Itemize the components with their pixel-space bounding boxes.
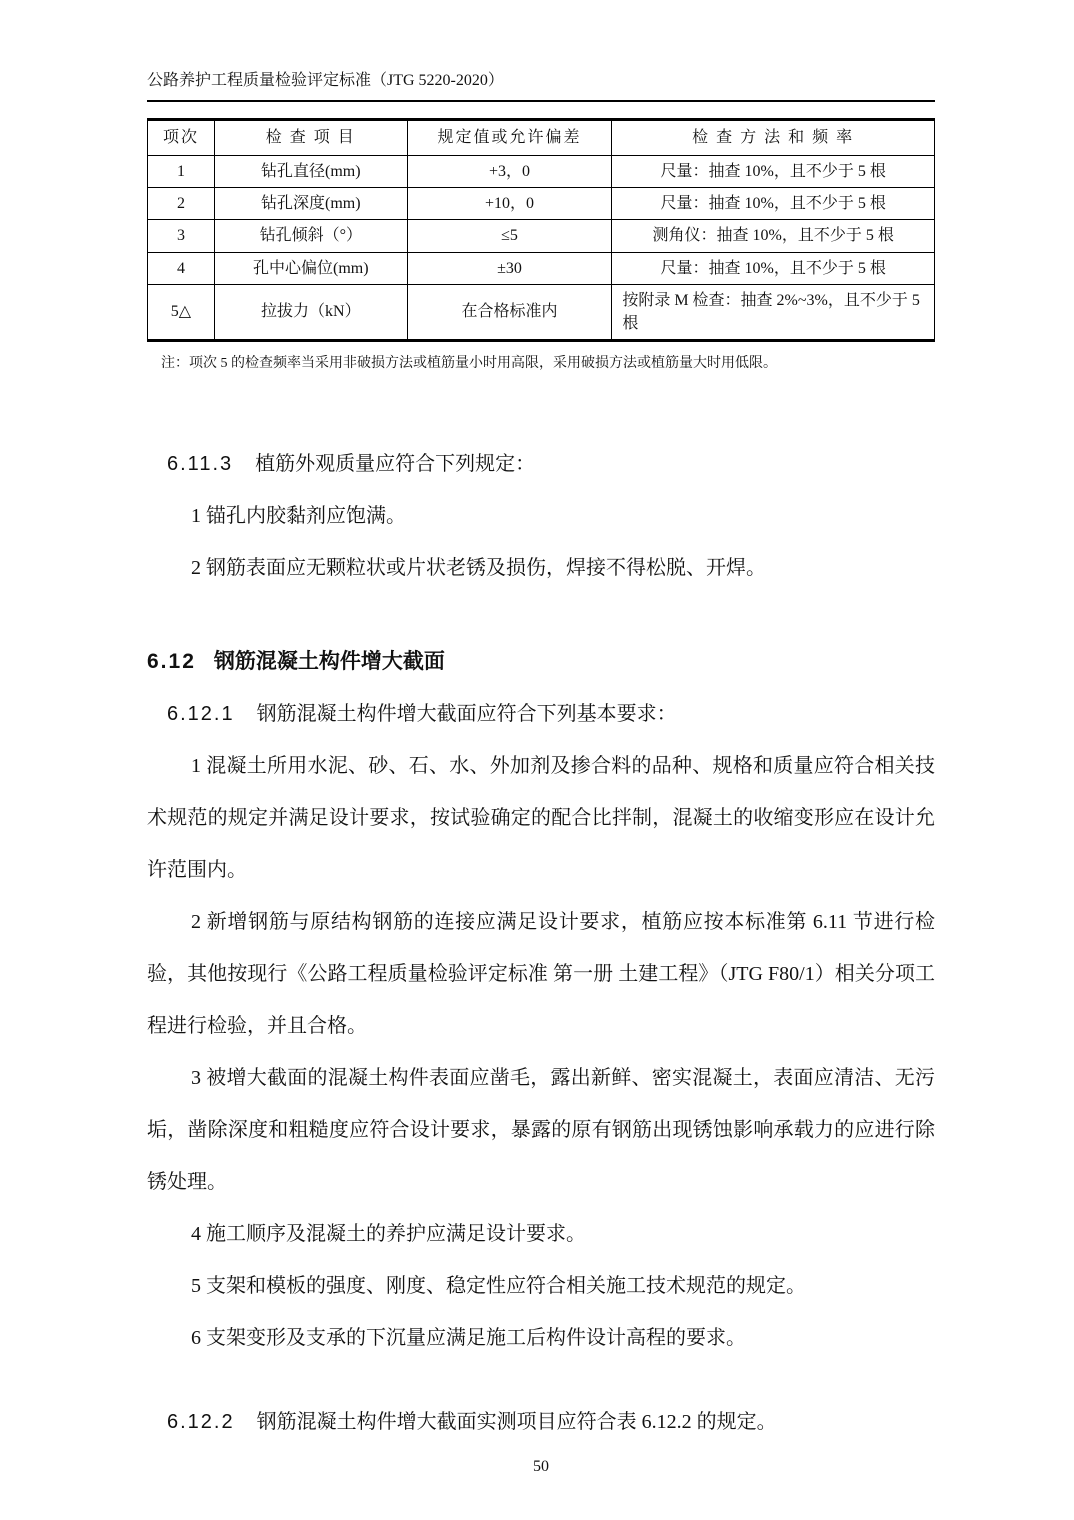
document-title: 公路养护工程质量检验评定标准（JTG 5220-2020） (147, 70, 935, 102)
cell-item-no: 5△ (148, 284, 215, 340)
list-item: 1 锚孔内胶黏剂应饱满。 (191, 505, 406, 528)
table-note: 注：项次 5 的检查频率当采用非破损方法或植筋量小时用高限，采用破损方法或植筋量大时用低限。 (161, 356, 777, 372)
table-row (148, 156, 935, 188)
clause-number: 6.11.3 (167, 453, 234, 476)
page-content (147, 0, 935, 1476)
section-heading-6-12 (147, 636, 935, 688)
header-cell-method: 检 查 方 法 和 频 率 (612, 120, 935, 156)
cell-check-item: 孔中心偏位(mm) (214, 252, 407, 284)
cell-tolerance: ±30 (407, 252, 612, 284)
paragraph: 3 被增大截面的混凝土构件表面应凿毛，露出新鲜、密实混凝土，表面应清洁、无污垢，凿除深度和粗糙度应符合设计要求，暴露的原有钢筋出现锈蚀影响承载力的应进行除锈处理。 (147, 1067, 935, 1194)
inspection-spec-table (147, 118, 935, 342)
cell-item-no: 1 (148, 156, 215, 188)
clause-6-12-2 (147, 1396, 935, 1448)
header-cell-tolerance: 规定值或允许偏差 (407, 120, 612, 156)
cell-item-no: 4 (148, 252, 215, 284)
table-row (148, 220, 935, 252)
running-header (147, 0, 935, 102)
cell-check-item: 钻孔直径(mm) (214, 156, 407, 188)
section-title: 钢筋混凝土构件增大截面 (213, 650, 445, 674)
cell-tolerance: 在合格标准内 (407, 284, 612, 340)
paragraph: 1 混凝土所用水泥、砂、石、水、外加剂及掺合料的品种、规格和质量应符合相关技术规范的规定并满足设计要求，按试验确定的配合比拌制，混凝土的收缩变形应在设计允许范围内。 (147, 755, 935, 882)
clause-number: 6.12.1 (167, 703, 235, 726)
paragraph: 6 支架变形及支承的下沉量应满足施工后构件设计高程的要求。 (191, 1327, 746, 1350)
cell-method: 尺量：抽查 10%，且不少于 5 根 (612, 252, 935, 284)
page-number: 50 (533, 1458, 549, 1476)
clause-text: 钢筋混凝土构件增大截面实测项目应符合表 6.12.2 的规定。 (256, 1411, 777, 1434)
clause-6-12-1 (147, 688, 935, 740)
cell-check-item: 钻孔深度(mm) (214, 188, 407, 220)
list-item: 2 钢筋表面应无颗粒状或片状老锈及损伤，焊接不得松脱、开焊。 (191, 557, 766, 580)
cell-method: 尺量：抽查 10%，且不少于 5 根 (612, 156, 935, 188)
table-row (148, 188, 935, 220)
header-cell-check-item: 检 查 项 目 (214, 120, 407, 156)
cell-method: 按附录 M 检查：抽查 2%~3%，且不少于 5 根 (612, 284, 935, 340)
cell-check-item: 钻孔倾斜（°） (214, 220, 407, 252)
cell-method: 测角仪：抽查 10%，且不少于 5 根 (612, 220, 935, 252)
clause-number: 6.12.2 (167, 1411, 235, 1434)
clause-text: 植筋外观质量应符合下列规定： (255, 453, 536, 476)
cell-tolerance: ≤5 (407, 220, 612, 252)
table-row (148, 252, 935, 284)
table-header-row (148, 120, 935, 156)
cell-check-item: 拉拔力（kN） (214, 284, 407, 340)
paragraph: 4 施工顺序及混凝土的养护应满足设计要求。 (191, 1223, 586, 1246)
header-cell-item-no: 项次 (148, 120, 215, 156)
cell-tolerance: +3，0 (407, 156, 612, 188)
paragraph: 5 支架和模板的强度、刚度、稳定性应符合相关施工技术规范的规定。 (191, 1275, 806, 1298)
cell-item-no: 3 (148, 220, 215, 252)
cell-item-no: 2 (148, 188, 215, 220)
table-row (148, 284, 935, 340)
clause-6-11-3 (147, 438, 935, 490)
section-number: 6.12 (147, 650, 196, 674)
cell-method: 尺量：抽查 10%，且不少于 5 根 (612, 188, 935, 220)
clause-text: 钢筋混凝土构件增大截面应符合下列基本要求： (256, 703, 677, 726)
paragraph: 2 新增钢筋与原结构钢筋的连接应满足设计要求，植筋应按本标准第 6.11 节进行检验，其他按现行《公路工程质量检验评定标准 第一册 土建工程》（JTG F80/1）相关分项工程进行检验，并且合格。 (147, 911, 935, 1038)
cell-tolerance: +10，0 (407, 188, 612, 220)
